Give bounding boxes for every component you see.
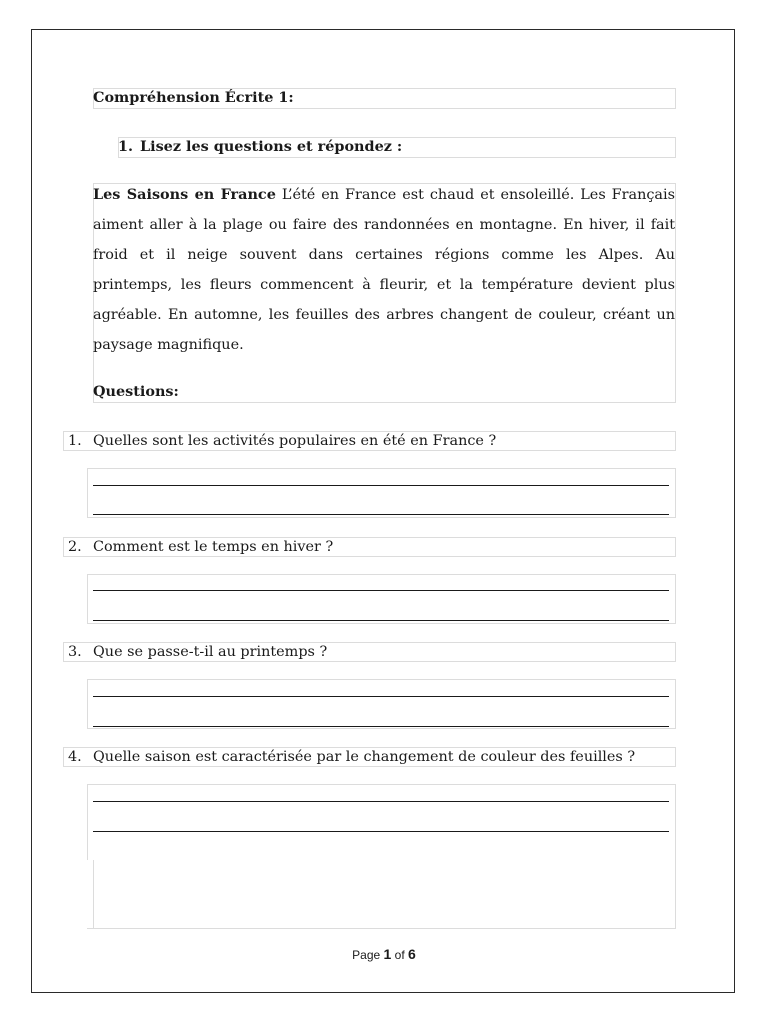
page-heading: Compréhension Écrite 1:	[93, 89, 294, 106]
question-number: 1.	[68, 433, 82, 449]
answer-line[interactable]	[93, 620, 669, 621]
question-text: Que se passe-t-il au printemps ?	[93, 644, 328, 660]
answer-line[interactable]	[93, 801, 669, 802]
answer-area-inner-edge	[93, 860, 94, 929]
footer-total-pages: 6	[408, 946, 416, 962]
answer-line[interactable]	[93, 831, 669, 832]
footer-prefix: Page	[352, 948, 381, 962]
question-number: 4.	[68, 749, 82, 765]
page-footer	[0, 946, 768, 962]
instruction-text: Lisez les questions et répondez :	[140, 138, 403, 155]
question-text: Comment est le temps en hiver ?	[93, 539, 334, 555]
answer-line[interactable]	[93, 696, 669, 697]
questions-label: Questions:	[93, 383, 179, 400]
passage-body: L’été en France est chaud et ensoleillé. Les Français aiment aller à la plage ou faire des randonnées en montagne. En hiver, il fait froid et il neige souvent dans certaines régions comme les Alpes. Au printemps, les fleurs commencent à fleurir, et la température devient plus agréable. En automne, les feuilles des arbres changent de couleur, créant un paysage magnifique.	[93, 187, 675, 353]
answer-area[interactable]	[87, 679, 676, 729]
answer-line[interactable]	[93, 590, 669, 591]
answer-area[interactable]	[87, 574, 676, 624]
question-text: Quelles sont les activités populaires en été en France ?	[93, 433, 497, 449]
answer-line[interactable]	[93, 726, 669, 727]
passage	[93, 180, 675, 360]
answer-line[interactable]	[93, 485, 669, 486]
question-number: 3.	[68, 644, 82, 660]
answer-area-left-edge	[87, 784, 88, 860]
answer-area[interactable]	[87, 784, 676, 929]
question-number: 2.	[68, 539, 82, 555]
answer-area[interactable]	[87, 468, 676, 518]
footer-of: of	[394, 948, 405, 962]
answer-line[interactable]	[93, 514, 669, 515]
footer-current-page: 1	[383, 946, 392, 962]
passage-title: Les Saisons en France	[93, 186, 276, 203]
instruction-number: 1.	[118, 138, 134, 155]
question-text: Quelle saison est caractérisée par le changement de couleur des feuilles ?	[93, 749, 636, 765]
